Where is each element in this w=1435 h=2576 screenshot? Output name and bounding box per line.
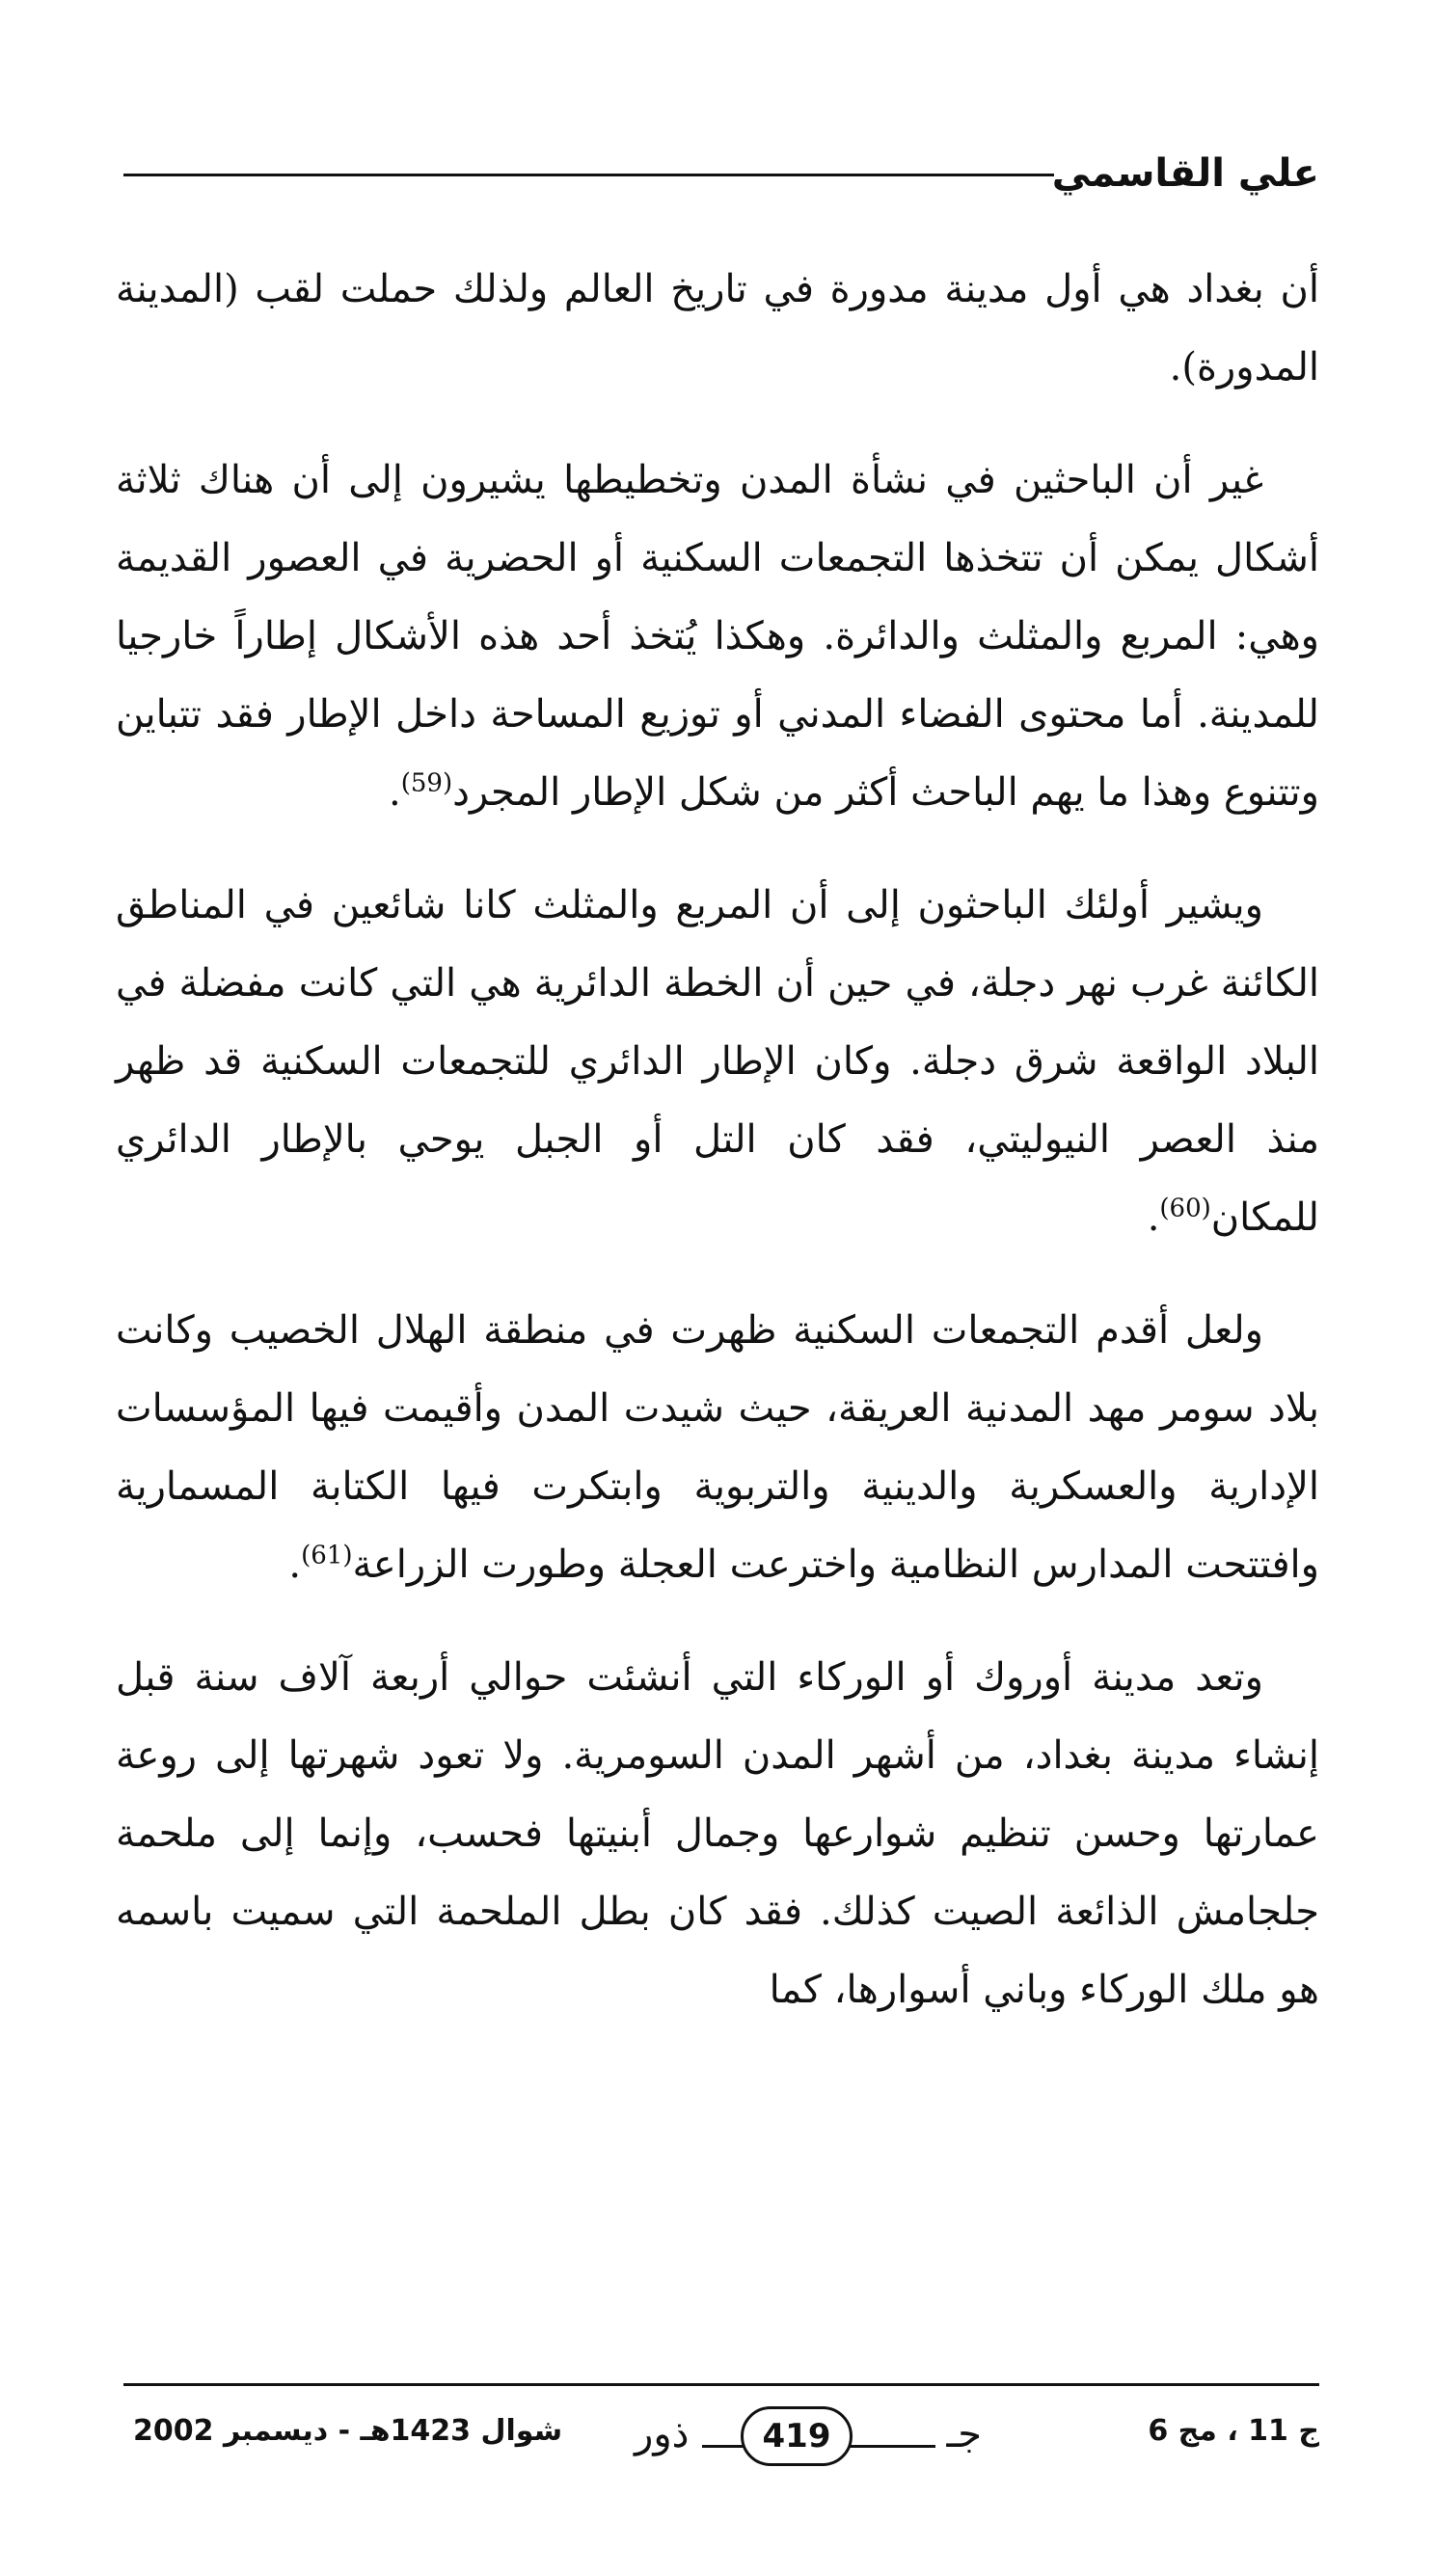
paragraph: ولعل أقدم التجمعات السكنية ظهرت في منطقة الهلال الخصيب وكانت بلاد سومر مهد المدنية العريقة، حيث شيدت المدن وأقيمت فيها المؤسسات الإدارية والعسكرية والدينية والتربوية وابتكرت فيها الكتابة المسمارية وافتتحت المدارس النظامية واخترعت العجلة وطورت الزراعة$^{(61)}$. [116,1308,1320,1587]
paragraph: ويشير أولئك الباحثون إلى أن المربع والمثلث كانا شائعين في المناطق الكائنة غرب نهر دجلة، في حين أن الخطة الدائرية هي التي كانت مفضلة في البلاد الواقعة شرق دجلة. وكان الإطار الدائري للتجمعات السكنية قد ظهر منذ العصر النيوليتي، فقد كان التل أو الجبل يوحي بالإطار الدائري للمكان$^{(60)}$. [116,883,1319,1240]
paragraph: غير أن الباحثين في نشأة المدن وتخطيطها يشيرون إلى أن هناك ثلاثة أشكال يمكن أن تتخذها التجمعات السكنية أو الحضرية في العصور القديمة وهي: المربع والمثلث والدائرة. وهكذا يُتخذ أحد هذه الأشكال إطاراً خارجيا للمدينة. أما محتوى الفضاء المدني أو توزيع المساحة داخل الإطار فقد تتباين وتتنوع وهذا ما يهم الباحث أكثر من شكل الإطار المجرد$^{(59)}$. [116,458,1319,815]
paragraph-text: غير أن الباحثين في نشأة المدن وتخطيطها يشيرون إلى أن هناك ثلاثة أشكال يمكن أن تتخذها التجمعات السكنية أو الحضرية في العصور القديمة وهي: المربع والمثلث والدائرة. وهكذا يُتخذ أحد هذه الأشكال إطاراً خارجيا للمدينة. أما محتوى الفضاء المدني أو توزيع المساحة داخل الإطار فقد تتباين وتتنوع وهذا ما يهم الباحث أكثر من شكل الإطار المجرد [116,458,1319,815]
issue-date: شوال 1423هـ - ديسمبر 2002 [133,2414,563,2448]
paragraph-text: ولعل أقدم التجمعات السكنية ظهرت في منطقة الهلال الخصيب وكانت بلاد سومر مهد المدنية العريقة، حيث شيدت المدن وأقيمت فيها المؤسسات الإدارية والعسكرية والدينية والتربوية وابتكرت فيها الكتابة المسمارية وافتتحت المدارس النظامية واخترعت العجلة وطورت الزراعة [116,1308,1320,1587]
paragraph [116,1639,1319,2029]
footer-rule [123,2383,1319,2386]
article-body [116,251,1319,2064]
footnote-ref: (60) [1159,1194,1211,1223]
author-name: علي القاسمي [1051,151,1319,196]
footnote-ref: (59) [400,768,453,798]
issue-volume: ج 11 ، مج 6 [1148,2414,1319,2448]
page-footer [123,2401,1319,2478]
page-number: 419 [741,2406,853,2466]
magazine-name-left: ذور [635,2412,690,2456]
paragraph-text: وتعد مدينة أوروك أو الوركاء التي أنشئت حوالي أربعة آلاف سنة قبل إنشاء مدينة بغداد، من أشهر المدن السومرية. ولا تعود شهرتها إلى روعة عمارتها وحسن تنظيم شوارعها وجمال أبنيتها فحسب، وإنما إلى ملحمة جلجامش الذائعة الصيت كذلك. فقد كان بطل الملحمة التي سميت باسمه هو ملك الوركاء وباني أسوارها، كما [116,1655,1319,2012]
paragraph-text: ويشير أولئك الباحثون إلى أن المربع والمثلث كانا شائعين في المناطق الكائنة غرب نهر دجلة، في حين أن الخطة الدائرية هي التي كانت مفضلة في البلاد الواقعة شرق دجلة. وكان الإطار الدائري للتجمعات السكنية قد ظهر منذ العصر النيوليتي، فقد كان التل أو الجبل يوحي بالإطار الدائري للمكان [116,883,1319,1240]
footnote-ref: (61) [301,1541,353,1570]
running-header [123,145,1319,202]
paragraph-text: أن بغداد هي أول مدينة مدورة في تاريخ العالم ولذلك حملت لقب (المدينة المدورة). [116,267,1319,389]
header-rule [123,174,1054,176]
magazine-name [635,2401,982,2468]
paragraph [116,251,1319,407]
magazine-name-right: جـ [946,2412,982,2456]
